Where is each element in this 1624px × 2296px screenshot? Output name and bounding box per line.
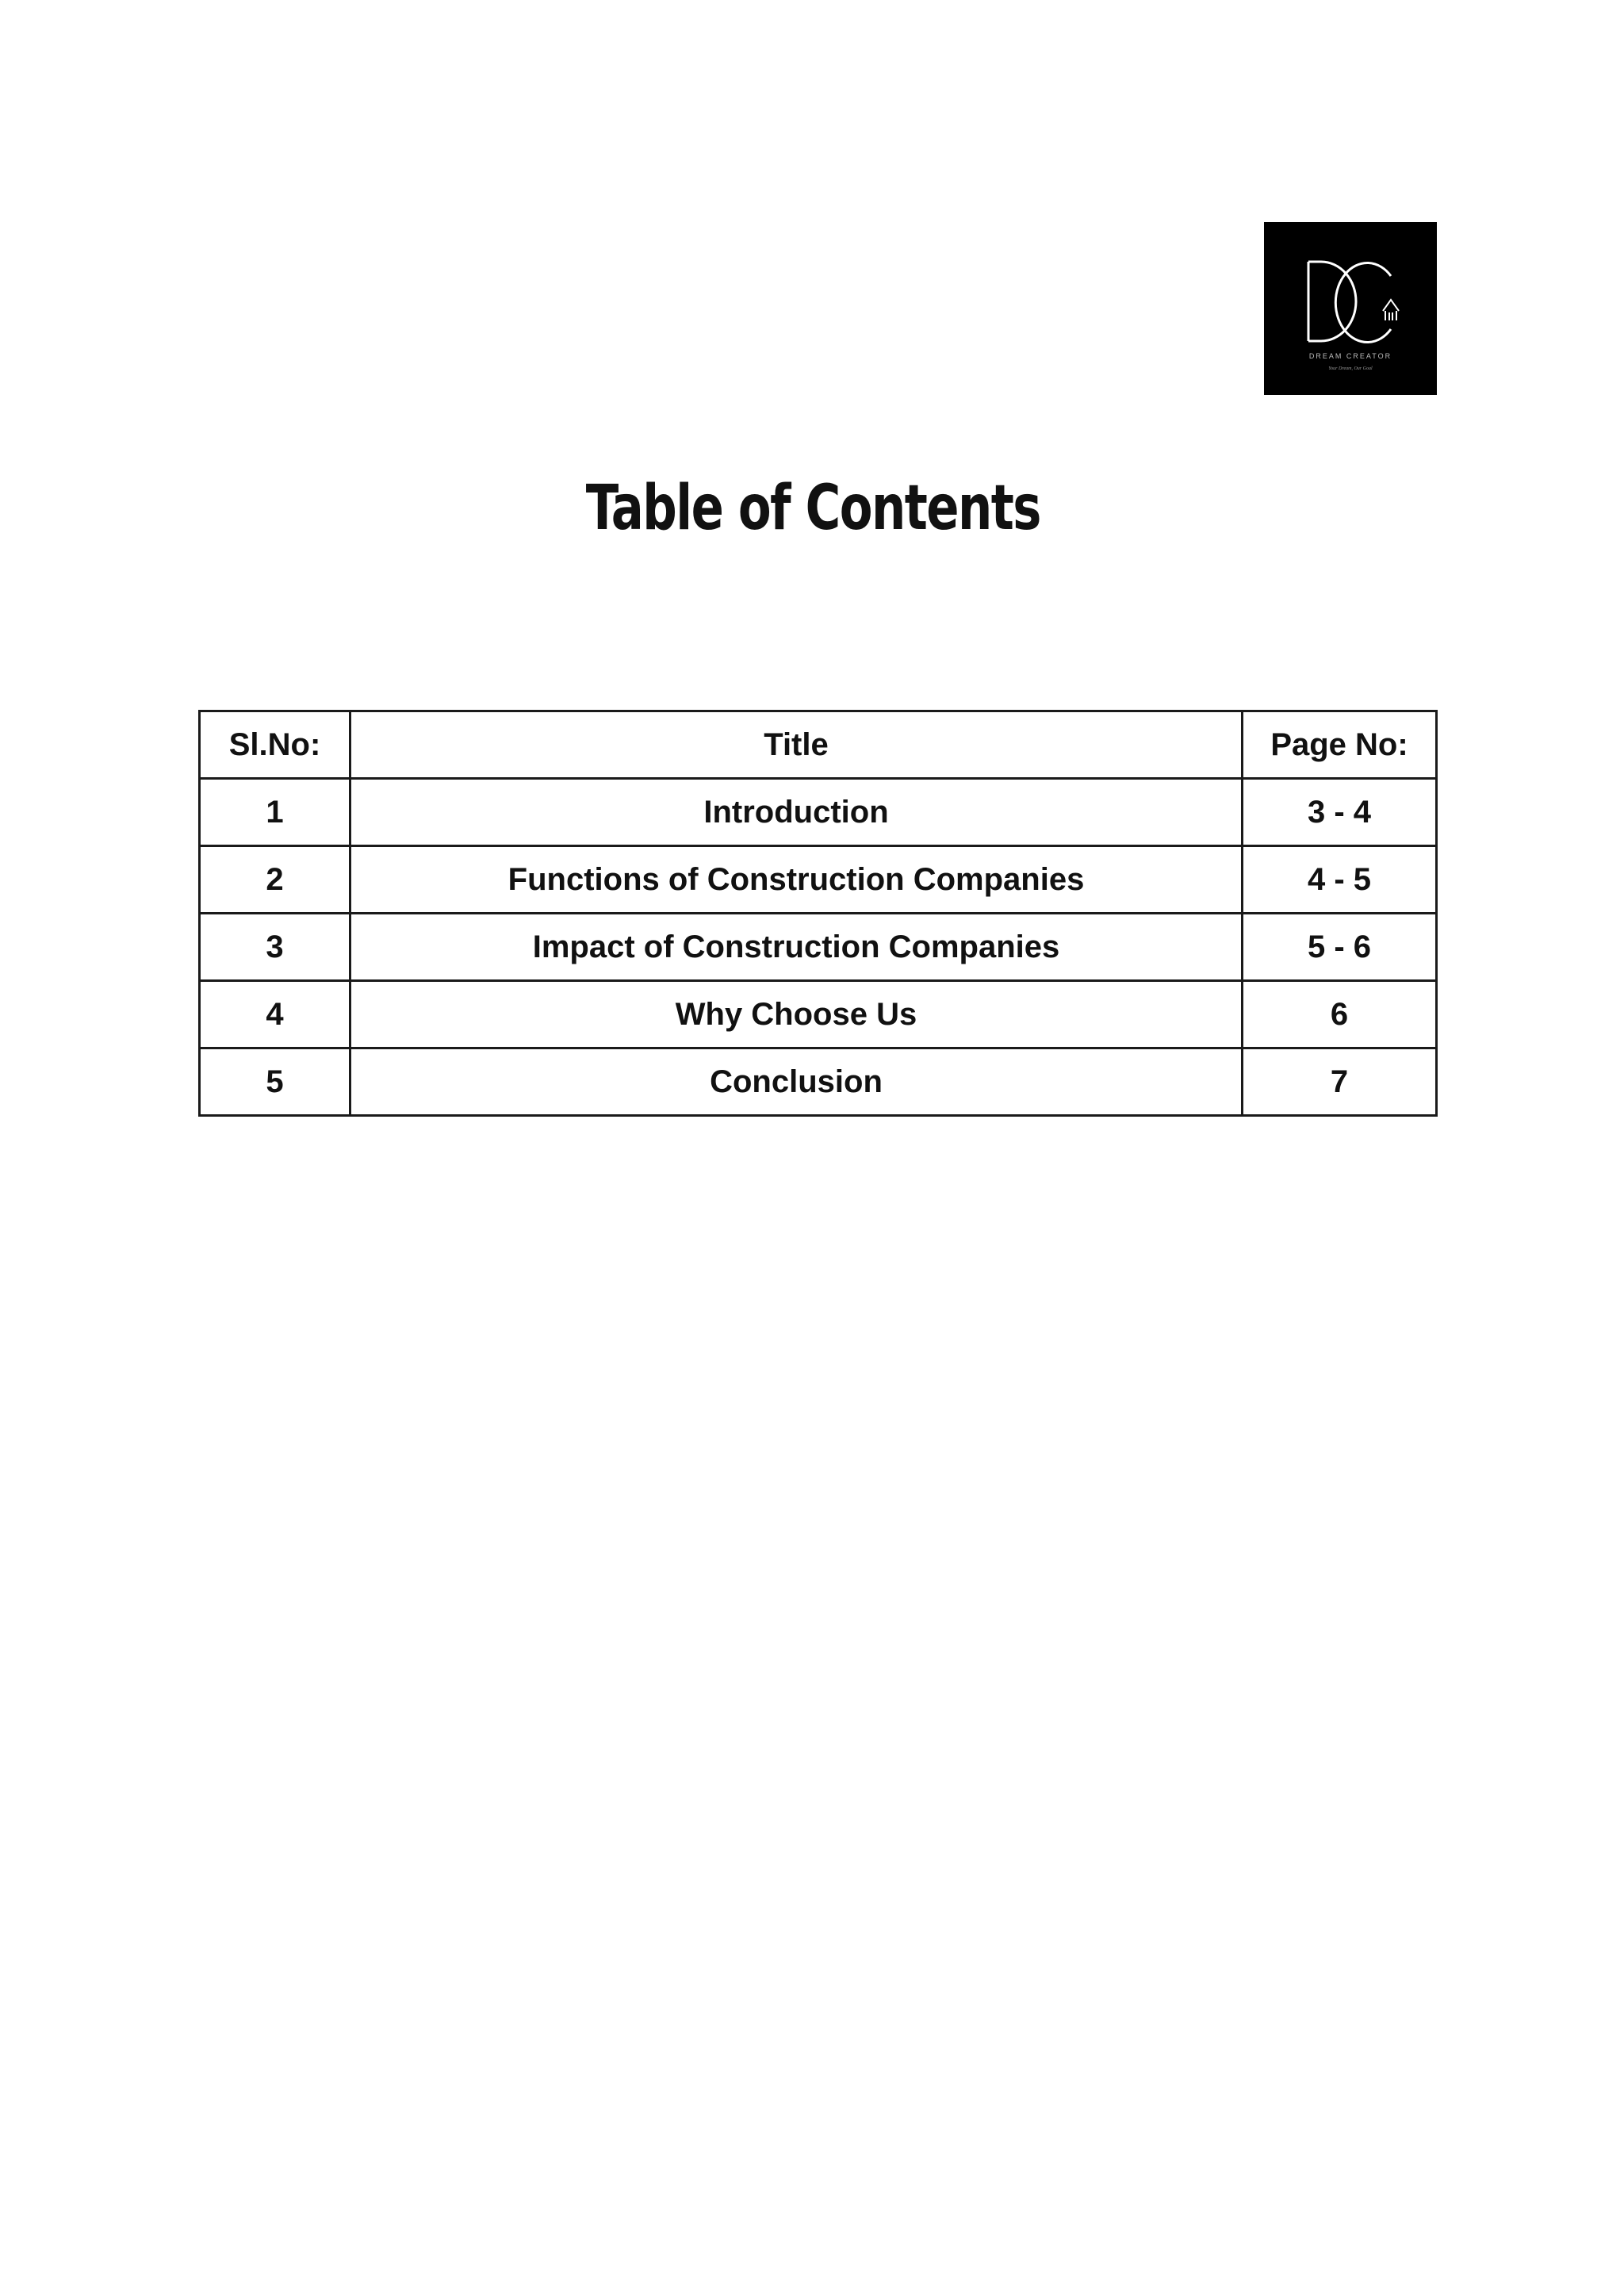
- row-page: 4 - 5: [1243, 846, 1437, 914]
- table-row: [200, 914, 1437, 981]
- row-number: 4: [200, 981, 350, 1048]
- row-page: 6: [1243, 981, 1437, 1048]
- column-header-title: Title: [350, 711, 1243, 779]
- table-row: [200, 1048, 1437, 1116]
- row-page: 5 - 6: [1243, 914, 1437, 981]
- company-logo: [1264, 222, 1437, 395]
- logo-tagline: Your Dream, Our Goal: [1328, 366, 1373, 371]
- row-number: 2: [200, 846, 350, 914]
- table-header-row: [200, 711, 1437, 779]
- row-title: Introduction: [350, 779, 1243, 846]
- row-number: 1: [200, 779, 350, 846]
- table-row: [200, 981, 1437, 1048]
- table-of-contents: [198, 710, 1438, 1117]
- row-title: Conclusion: [350, 1048, 1243, 1116]
- column-header-number: Sl.No:: [200, 711, 350, 779]
- row-page: 7: [1243, 1048, 1437, 1116]
- row-title: Impact of Construction Companies: [350, 914, 1243, 981]
- table-row: [200, 779, 1437, 846]
- logo-brand-text: DREAM CREATOR: [1308, 352, 1392, 360]
- row-title: Functions of Construction Companies: [350, 846, 1243, 914]
- column-header-page: Page No:: [1243, 711, 1437, 779]
- row-number: 3: [200, 914, 350, 981]
- row-page: 3 - 4: [1243, 779, 1437, 846]
- table-row: [200, 846, 1437, 914]
- row-number: 5: [200, 1048, 350, 1116]
- row-title: Why Choose Us: [350, 981, 1243, 1048]
- page-title: Table of Contents: [585, 473, 1040, 544]
